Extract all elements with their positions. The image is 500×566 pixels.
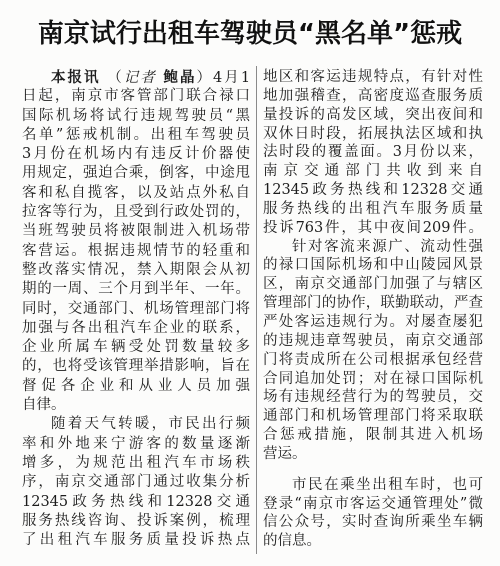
column-line: 门将责成所在公司根据承包经营 [263, 351, 483, 368]
byline-close: ） [196, 70, 214, 86]
column-line: 法时段的覆盖面。3月份以来， [263, 144, 483, 161]
column-line: 的违规违章驾驶员，南京交通部 [263, 332, 483, 349]
column-line: 随着天气转暖，市民出行频 [51, 416, 250, 433]
left-column [22, 68, 250, 550]
column-line: 市民在乘坐出租车时，也可 [292, 476, 483, 493]
column-line: 督促各企业和从业人员加强 [22, 377, 250, 394]
column-line: 量投诉的高发区域，突出夜间和 [263, 106, 483, 123]
column-line: 用规定，强迫合乘，倒客，中途甩 [22, 165, 250, 182]
column-line: 自律。 [22, 397, 66, 414]
lead-line [22, 68, 250, 87]
column-line: 双休日时段，拓展执法区域和执 [263, 125, 483, 142]
column-line: 通部门和机场管理部门将采取联 [263, 408, 483, 425]
column-line: 名单”惩戒机制。出租车驾驶员 [22, 126, 250, 143]
byline [107, 70, 213, 86]
byline-name: 鲍晶 [163, 69, 197, 86]
column-line: 期的一周、三个月到半年、一年。 [22, 281, 250, 298]
lead-text: 4月1 [213, 70, 250, 86]
column-line: 日起，南京市客管部门联合禄口 [22, 88, 250, 105]
column-line: 了出租汽车服务质量投诉热点 [22, 532, 250, 549]
column-line: 企业所属车辆受处罚数量较多 [22, 339, 250, 356]
column-line: 同时，交通部门、机场管理部门将 [22, 300, 250, 317]
column-line: 场有违规经营行为的驾驶员，交 [263, 389, 483, 406]
dateline: 本报讯 [51, 69, 101, 86]
column-line: 严处客运违规行为。对屡查屡犯 [263, 313, 483, 330]
column-line: 信公众号，实时查询所乘坐车辆 [263, 514, 483, 531]
column-line: 加强与各出租汽车企业的联系， [22, 319, 250, 336]
column-line: 的信息。 [263, 533, 321, 550]
column-line: 合惩戒措施，限制其进入机场 [263, 427, 483, 444]
column-line: 区，南京交通部门加强了与辖区 [263, 276, 483, 293]
column-line: 合同追加处罚；对在禄口国际机 [263, 370, 483, 387]
headline: 南京试行出租车驾驶员“黑名单”惩戒 [37, 19, 463, 49]
right-column [263, 68, 483, 551]
column-line: 登录“南京市客运交通管理处”微 [263, 495, 483, 512]
column-line: 营运。 [263, 445, 307, 462]
column-line: 拉客等行为，且受到行政处罚的， [22, 204, 250, 221]
column-line: 南京交通部门共收到来自 [263, 163, 483, 180]
column-line: 地加强稽查，高密度巡查服务质 [263, 87, 483, 104]
column-line: 投诉763件，其中夜间209件。 [263, 219, 483, 236]
byline-open: （ [107, 70, 124, 86]
column-line: 管理部门的协作，联勤联动，严查 [263, 295, 483, 312]
column-line: 客营运。根据违规情节的轻重和 [22, 242, 250, 259]
column-divider [256, 66, 257, 554]
column-line: 增多，为规范出租汽车市场秩 [22, 454, 250, 471]
column-line: 3月份在机场内有违反计价器使 [22, 146, 250, 163]
column-line: 整改落实情况，禁入期限会从初 [22, 261, 250, 278]
column-line: 序，南京交通部门通过收集分析 [22, 474, 250, 491]
column-line: 率和外地来宁游客的数量逐渐 [22, 435, 250, 452]
column-line: 的禄口国际机场和中山陵园风景 [263, 257, 483, 274]
column-line: 国际机场将试行违规驾驶员“黑 [22, 107, 250, 124]
column-line: 12345政务热线和12328交通 [263, 182, 483, 199]
column-line: 的，也将受该管理举措影响，旨在 [22, 358, 250, 375]
column-line: 服务热线的出租汽车服务质量 [263, 200, 483, 217]
column-line: 服务热线咨询、投诉案例，梳理 [22, 512, 250, 529]
column-line: 针对客流来源广、流动性强 [292, 238, 483, 255]
column-line: 当班驾驶员将被限制进入机场带 [22, 223, 250, 240]
column-line: 地区和客运违规特点，有针对性 [263, 69, 483, 85]
byline-role: 记者 [123, 70, 157, 86]
column-line: 客和私自揽客，以及站点外私自 [22, 184, 250, 201]
column-line: 12345政务热线和12328交通 [22, 493, 250, 510]
